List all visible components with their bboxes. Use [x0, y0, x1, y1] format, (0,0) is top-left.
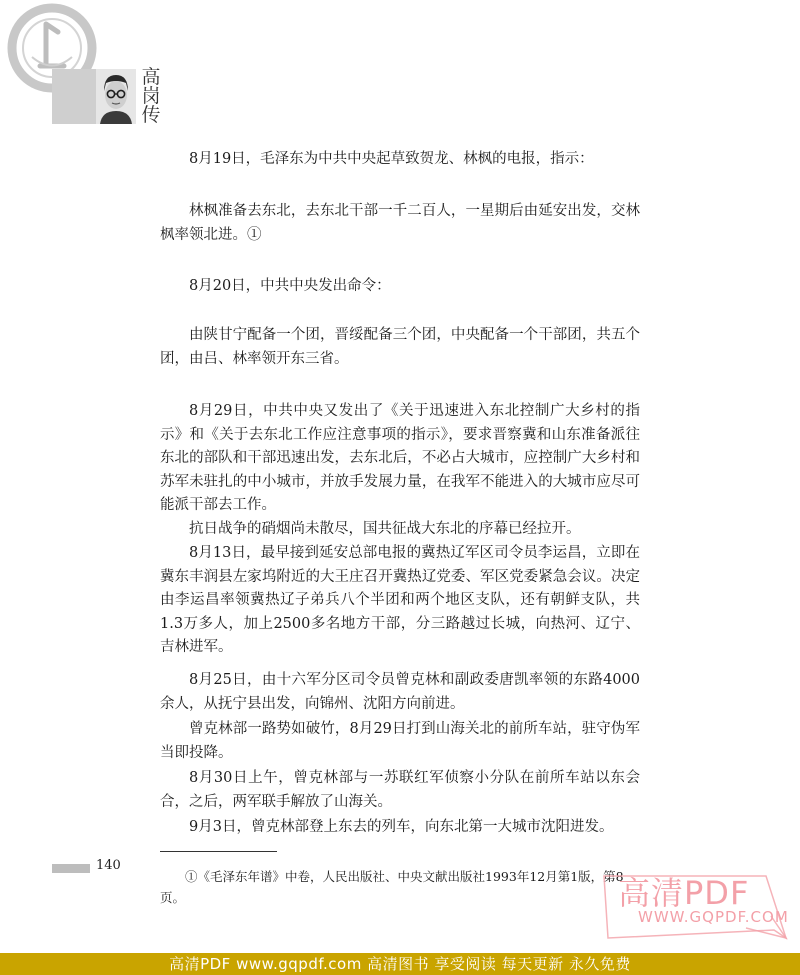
- paragraph: 抗日战争的硝烟尚未散尽，国共征战大东北的序幕已经拉开。: [189, 521, 581, 537]
- quote-paragraph: 林枫准备去东北，去东北干部一千二百人，一星期后由延安出发，交林枫率领北进。①: [160, 203, 640, 243]
- paragraph: 8月29日，中共中央又发出了《关于迅速进入东北控制广大乡村的指示》和《关于去东北工作应注意事项的指示》，要求晋察冀和山东准备派往东北的部队和干部迅速出发，去东北后，不必占大城市，应控制广大乡村和苏军未驻扎的中小城市，并放手发展力量，在我军不能进入的大城市应尽可能派干部去工作。: [160, 403, 640, 513]
- paragraph: 8月20日，中共中央发出命令：: [189, 278, 391, 294]
- paragraph: 8月30日上午，曾克林部与一苏联红军侦察小分队在前所车站以东会合，之后，两军联手解放了山海关。: [160, 770, 640, 810]
- footer-banner[interactable]: 高清PDF www.gqpdf.com 高清图书 享受阅读 每天更新 永久免费: [0, 953, 800, 975]
- paragraph: 曾克林部一路势如破竹，8月29日打到山海关北的前所车站，驻守伪军当即投降。: [160, 721, 640, 761]
- paragraph: 8月25日，由十六军分区司令员曾克林和副政委唐凯率领的东路4000余人，从抚宁县出发，向锦州、沈阳方向前进。: [160, 672, 640, 712]
- paragraph: 8月19日，毛泽东为中共中央起草致贺龙、林枫的电报，指示：: [189, 151, 594, 167]
- paragraph: 8月13日，最早接到延安总部电报的冀热辽军区司令员李运昌，立即在冀东丰润县左家坞附近的大王庄召开冀热辽党委、军区党委紧急会议。决定由李运昌率领冀热辽子弟兵八个半团和两个地区支队，还有朝鲜支队，共1.3万多人，加上2500多名地方干部，分三路越过长城，向热河、辽宁、吉林进军。: [160, 545, 640, 655]
- watermark-url: WWW.GQPDF.COM: [638, 908, 789, 926]
- book-title: 高岗传: [141, 66, 161, 126]
- footnote: ①《毛泽东年谱》中卷，人民出版社、中央文献出版社1993年12月第1版，第8页。: [160, 869, 624, 905]
- portrait-photo: [96, 69, 136, 124]
- watermark-stamp: [596, 868, 796, 948]
- page-number: 140: [96, 858, 121, 873]
- page-number-bar: [52, 864, 90, 873]
- quote-paragraph: 由陕甘宁配备一个团，晋绥配备三个团，中央配备一个干部团，共五个团，由吕、林率领开东三省。: [160, 327, 640, 367]
- paragraph: 9月3日，曾克林部登上东去的列车，向东北第一大城市沈阳进发。: [189, 819, 614, 835]
- watermark-title: 高清PDF: [618, 874, 750, 912]
- footnote-rule: [160, 851, 277, 852]
